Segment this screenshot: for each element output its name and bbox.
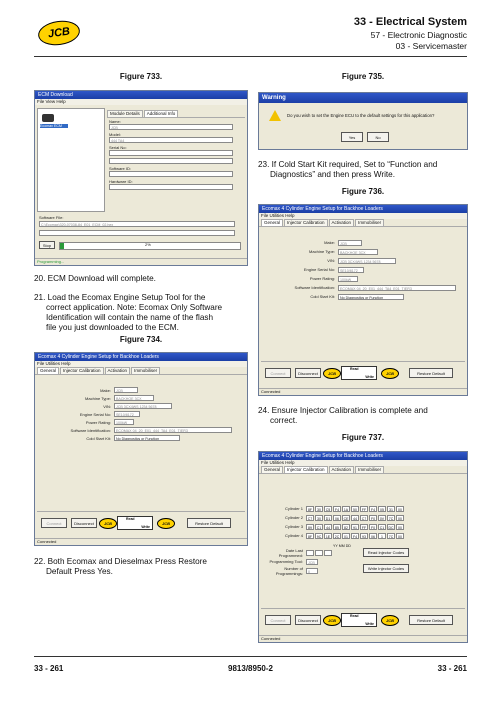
- injector-code-field[interactable]: 06: [333, 515, 341, 521]
- injector-code-field[interactable]: 00: [396, 524, 404, 530]
- connect-button[interactable]: Connect: [265, 368, 291, 378]
- step-22-line: Default Press Yes.: [46, 567, 113, 576]
- injector-code-field[interactable]: 82: [342, 524, 350, 530]
- ecm-icon: [42, 114, 54, 122]
- cylinder-row: [263, 531, 463, 540]
- cylinder-row: [263, 522, 463, 531]
- figure-735-caption: Figure 735.: [341, 72, 385, 81]
- tab-immobiliser[interactable]: Immobiliser: [355, 219, 384, 226]
- write-button[interactable]: Write: [365, 622, 374, 626]
- menu-bar[interactable]: File Utilities Help: [259, 460, 467, 466]
- read-button[interactable]: Read: [350, 367, 359, 371]
- setup-tabs: [259, 219, 467, 227]
- software-id-label: Software Identification:: [294, 285, 335, 290]
- engine-serial-label: Engine Serial No:: [79, 411, 111, 417]
- menu-bar[interactable]: File Utilities Help: [35, 361, 247, 367]
- read-button[interactable]: Read: [126, 517, 135, 521]
- engine-serial-field[interactable]: SE10/8172: [114, 411, 140, 417]
- cylinder-label: Cylinder 1: [284, 506, 303, 511]
- machine-type-label: Machine Type:: [309, 249, 335, 254]
- injector-code-field[interactable]: F0: [370, 516, 376, 521]
- vin-field[interactable]: JCB 3CX4WS 1234 5678: [114, 403, 172, 409]
- injector-code-field[interactable]: DC: [388, 525, 394, 530]
- step-23-line: Diagnostics” and then press Write.: [270, 170, 395, 179]
- read-write-panel: [341, 613, 377, 627]
- progress-percent: 2%: [145, 242, 151, 247]
- engine-setup-window: [34, 352, 248, 546]
- ecm-download-window: [34, 90, 248, 266]
- tab-injector-calibration[interactable]: Injector Calibration: [284, 466, 328, 473]
- jcb-small-logo: JCB: [323, 615, 341, 626]
- injector-code-field[interactable]: 30: [315, 506, 323, 512]
- vin-label: VIN:: [103, 403, 111, 409]
- date-mm-field: [315, 550, 323, 556]
- figure-736-caption: Figure 736.: [341, 187, 385, 196]
- window-title-bar: ECM Download: [35, 91, 247, 99]
- cylinder-label: Cylinder 3: [284, 524, 303, 529]
- step-20: 20. ECM Download will complete.: [34, 274, 156, 283]
- status-bar: Connected: [259, 388, 467, 395]
- injector-code-field[interactable]: FF: [361, 525, 367, 530]
- injector-code-field[interactable]: FF: [361, 507, 367, 512]
- warning-message: Do you wish to set the Engine ECU to the default settings for this application?: [287, 113, 435, 118]
- injector-code-field[interactable]: 0V: [379, 516, 385, 521]
- cylinder-code-grid: [263, 504, 463, 540]
- action-area: [37, 511, 245, 534]
- injector-code-field[interactable]: D1: [325, 516, 331, 521]
- write-injector-codes-button[interactable]: Write Injector Codes: [363, 564, 409, 573]
- module-tree[interactable]: [37, 108, 105, 212]
- injector-code-field[interactable]: C7: [307, 516, 313, 521]
- cylinder-row: [263, 504, 463, 513]
- injector-code-field[interactable]: 44: [351, 515, 359, 521]
- details-fields: [109, 119, 245, 190]
- window-title-bar: Ecomax 4 Cylinder Engine Setup for Backhoe Loaders: [259, 205, 467, 213]
- action-area: [261, 608, 465, 631]
- step-21: [34, 293, 248, 333]
- restore-default-button[interactable]: Restore Default: [187, 518, 231, 528]
- injector-code-field[interactable]: 9C: [316, 534, 322, 539]
- injector-code-field[interactable]: 8F: [307, 507, 313, 512]
- injector-code-field[interactable]: F4: [334, 507, 340, 512]
- status-bar: Connected: [259, 635, 467, 642]
- setup-tabs: [35, 367, 247, 375]
- restore-default-button[interactable]: Restore Default: [409, 615, 453, 625]
- injector-code-field[interactable]: 2C: [334, 534, 340, 539]
- connect-button[interactable]: Connect: [41, 518, 67, 528]
- cylinder-label: Cylinder 2: [284, 515, 303, 520]
- jcb-small-logo: JCB: [381, 368, 399, 379]
- model-field: 444 TA4: [109, 137, 233, 143]
- tool-field: JCB: [306, 559, 318, 565]
- figure-737-caption: Figure 737.: [341, 433, 385, 442]
- injector-code-field[interactable]: 00: [396, 515, 404, 521]
- name-field: JCB: [109, 124, 233, 130]
- page-number-right: 33 - 261: [437, 664, 467, 673]
- power-rating-label: Power Rating:: [85, 419, 111, 425]
- action-area: [261, 361, 465, 384]
- details-tabs: [107, 110, 245, 118]
- injector-code-field[interactable]: 00: [396, 506, 404, 512]
- injector-code-field[interactable]: F0: [370, 525, 376, 530]
- power-rating-field: 100kW: [114, 419, 134, 425]
- injector-code-field[interactable]: 31: [387, 506, 395, 512]
- step-21-line: 21. Load the Ecomax Engine Setup Tool for the: [34, 293, 206, 302]
- injector-code-field[interactable]: 44: [324, 524, 332, 530]
- jcb-small-logo: JCB: [381, 615, 399, 626]
- date-header: YY MM DD: [333, 544, 351, 548]
- serial-field: [109, 150, 233, 156]
- section-title: 33 - Electrical System: [353, 16, 467, 28]
- figure-733-caption: Figure 733.: [119, 72, 163, 81]
- step-23: [258, 160, 468, 180]
- injector-code-field[interactable]: 00: [396, 533, 404, 539]
- cylinder-label: Cylinder 4: [284, 533, 303, 538]
- write-button[interactable]: Write: [365, 375, 374, 379]
- step-24: [258, 406, 468, 426]
- step-21-line: file you just downloaded to the ECM.: [46, 323, 179, 332]
- step-24-line: 24. Ensure Injector Calibration is complete and: [258, 406, 428, 415]
- software-id-field: [109, 171, 233, 177]
- window-title-bar: Ecomax 4 Cylinder Engine Setup for Backhoe Loaders: [259, 452, 467, 460]
- tab-injector-calibration[interactable]: Injector Calibration: [60, 367, 104, 374]
- read-write-panel: [117, 516, 153, 530]
- date-dd-field: [324, 550, 332, 556]
- injector-code-field[interactable]: F4: [370, 507, 376, 512]
- step-22-line: 22. Both Ecomax and Dieselmax Press Restore: [34, 557, 207, 566]
- module-item[interactable]: Ecomax ECM: [40, 124, 68, 128]
- subsection-title: 57 - Electronic Diagnostic: [370, 30, 467, 40]
- engine-serial-field[interactable]: SE10/8172: [338, 267, 364, 273]
- injector-code-field[interactable]: C1: [316, 525, 322, 530]
- tab-activation[interactable]: Activation: [329, 466, 355, 473]
- injector-code-field[interactable]: 85: [333, 524, 341, 530]
- injector-code-field[interactable]: C7: [361, 516, 367, 521]
- injector-code-field[interactable]: 7C: [388, 534, 394, 539]
- stop-button[interactable]: Stop: [39, 241, 55, 249]
- read-button[interactable]: Read: [350, 614, 359, 618]
- vin-field[interactable]: JCB 3CX4WS 1234 5678: [338, 258, 396, 264]
- tab-activation[interactable]: Activation: [105, 367, 131, 374]
- injector-code-field[interactable]: 8F: [307, 534, 313, 539]
- disconnect-button[interactable]: Disconnect: [71, 518, 97, 528]
- vin-label: VIN:: [327, 258, 335, 263]
- step-23-line: 23. If Cold Start Kit required, Set to “Function and: [258, 160, 438, 169]
- general-fields: [263, 238, 463, 301]
- status-bar: Connected: [35, 538, 247, 545]
- machine-type-select[interactable]: BACKHOE 3CX: [114, 395, 154, 401]
- file-label: Software File:: [39, 215, 64, 220]
- tab-general[interactable]: General: [261, 466, 283, 473]
- injector-code-field[interactable]: F4: [352, 534, 358, 539]
- read-write-panel: [341, 366, 377, 380]
- status-bar: Programming...: [35, 258, 247, 265]
- step-22: [34, 557, 248, 577]
- step-21-line: correct application. Note: Ecomax Only Software: [46, 303, 223, 312]
- make-label: Make:: [100, 387, 111, 393]
- field-label: Model:: [109, 132, 122, 137]
- cylinder-row: [263, 513, 463, 522]
- cold-start-select[interactable]: No Diagnostics or Function: [338, 294, 404, 300]
- injector-code-field[interactable]: C1: [379, 525, 385, 530]
- injector-code-field[interactable]: 1E: [325, 534, 331, 539]
- injector-code-field[interactable]: 50: [351, 506, 359, 512]
- count-label: Number of Programmings:: [275, 565, 303, 576]
- software-id-field: ECOMAX 04_20_E01_444_TA4_E01_TIER3: [114, 427, 232, 433]
- software-id-field: ECOMAX 04_20_E01_444_TA4_E01_TIER3: [338, 285, 456, 291]
- injector-code-field[interactable]: C5: [325, 507, 331, 512]
- injector-code-field[interactable]: 1A: [343, 507, 349, 512]
- disconnect-button[interactable]: Disconnect: [295, 615, 321, 625]
- cold-start-label: Cold Start Kit:: [310, 294, 335, 299]
- topic-title: 03 - Servicemaster: [395, 41, 467, 51]
- jcb-small-logo: JCB: [157, 518, 175, 529]
- tab-general[interactable]: General: [37, 367, 59, 374]
- menu-bar[interactable]: File Utilities Help: [259, 213, 467, 219]
- warning-icon: [269, 110, 281, 121]
- jcb-small-logo: JCB: [323, 368, 341, 379]
- field-label: Software ID:: [109, 166, 132, 171]
- tab-additional-info[interactable]: Additional Info: [144, 110, 179, 117]
- injector-code-field[interactable]: 91: [351, 524, 359, 530]
- engine-serial-label: Engine Serial No:: [303, 267, 335, 272]
- file-path-field: C:\Ecomax\320-07038-84_E01_ECM_02.hex: [39, 221, 235, 227]
- setup-tabs: [259, 466, 467, 474]
- tab-immobiliser[interactable]: Immobiliser: [131, 367, 160, 374]
- document-number: 9813/8950-2: [228, 664, 273, 673]
- page-number-left: 33 - 261: [34, 664, 64, 673]
- jcb-small-logo: JCB: [99, 518, 117, 529]
- field-label: Hardware ID:: [109, 179, 133, 184]
- programming-info: [263, 544, 463, 575]
- injector-code-field[interactable]: 30: [315, 515, 323, 521]
- cold-start-select[interactable]: No Diagnostics or Function: [114, 435, 180, 441]
- cold-start-label: Cold Start Kit:: [86, 435, 111, 441]
- window-title-bar: Ecomax 4 Cylinder Engine Setup for Backhoe Loaders: [35, 353, 247, 361]
- header-divider: [34, 56, 467, 57]
- restore-default-button[interactable]: Restore Default: [409, 368, 453, 378]
- write-button[interactable]: Write: [141, 525, 150, 529]
- injector-code-field[interactable]: 05: [378, 506, 386, 512]
- make-select[interactable]: JCB: [114, 387, 138, 393]
- tab-injector-calibration[interactable]: Injector Calibration: [284, 219, 328, 226]
- software-id-label: Software Identification:: [70, 427, 111, 433]
- footer-divider: [34, 656, 467, 657]
- connect-button[interactable]: Connect: [265, 615, 291, 625]
- power-rating-label: Power Rating:: [309, 276, 335, 281]
- disconnect-button[interactable]: Disconnect: [295, 368, 321, 378]
- injector-code-field[interactable]: 93: [360, 533, 368, 539]
- field-label: Name:: [109, 119, 121, 124]
- count-field: 0: [306, 568, 318, 574]
- file-info-field: [39, 230, 235, 236]
- progress-fill: [60, 243, 64, 249]
- tab-immobiliser[interactable]: Immobiliser: [355, 466, 384, 473]
- date-yy-field: [306, 550, 314, 556]
- injector-calibration-window: [258, 451, 468, 643]
- machine-type-label: Machine Type:: [85, 395, 111, 401]
- make-select[interactable]: JCB: [338, 240, 362, 246]
- tab-module-details[interactable]: Module Details: [107, 110, 143, 117]
- make-label: Make:: [324, 240, 335, 245]
- date-label: Date Last Programmed:: [278, 547, 303, 558]
- extra-field: [109, 158, 233, 164]
- tab-activation[interactable]: Activation: [329, 219, 355, 226]
- warning-dialog: [258, 92, 468, 150]
- jcb-logo: JCB: [37, 18, 82, 48]
- power-rating-field: 100kW: [338, 276, 358, 282]
- injector-code-field[interactable]: 7C: [388, 516, 394, 521]
- general-fields: [39, 386, 239, 442]
- engine-setup-window: [258, 204, 468, 396]
- read-injector-codes-button[interactable]: Read Injector Codes: [363, 548, 409, 557]
- menu-bar[interactable]: File View Help: [35, 99, 247, 105]
- tab-general[interactable]: General: [261, 219, 283, 226]
- hardware-id-field: [109, 184, 233, 190]
- figure-734-caption: Figure 734.: [119, 335, 163, 344]
- machine-type-select[interactable]: BACKHOE 3CX: [338, 249, 378, 255]
- field-label: Serial No:: [109, 145, 127, 150]
- dialog-title-bar: Warning: [259, 93, 467, 103]
- no-button[interactable]: No: [367, 132, 389, 142]
- tool-label: Programming Tool:: [269, 559, 303, 564]
- injector-code-field[interactable]: CE: [343, 516, 349, 521]
- injector-code-field[interactable]: 89: [306, 524, 314, 530]
- step-24-line: correct.: [270, 416, 298, 425]
- injector-code-field[interactable]: 01: [342, 533, 350, 539]
- step-21-line: Identification will contain the name of the flash: [46, 313, 214, 322]
- injector-code-field[interactable]: 06: [369, 533, 377, 539]
- yes-button[interactable]: Yes: [341, 132, 363, 142]
- injector-code-field[interactable]: 1: [378, 533, 386, 539]
